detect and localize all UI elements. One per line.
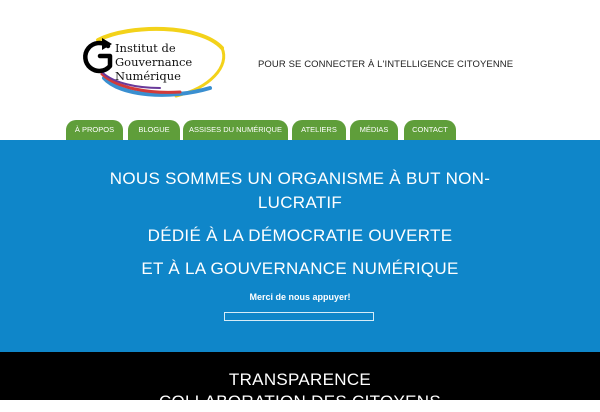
nav-item-medias[interactable]: MÉDIAS xyxy=(350,120,398,140)
logo-line-2: Gouvernance xyxy=(115,55,193,69)
support-text[interactable]: Merci de nous appuyer! xyxy=(249,292,351,302)
hero-line-4: ET À LA GOUVERNANCE NUMÉRIQUE xyxy=(141,259,459,278)
logo-line-3: Numérique xyxy=(115,69,181,83)
hero-section xyxy=(0,140,600,352)
nav-item-assises[interactable]: ASSISES DU NUMÉRIQUE xyxy=(183,120,288,140)
values-section xyxy=(0,352,600,411)
donation-progress-bar xyxy=(224,312,374,321)
logo-line-1: Institut de xyxy=(115,41,176,55)
values-line-1: TRANSPARENCE xyxy=(228,370,372,389)
values-line-2: COLLABORATION DES CITOYENS xyxy=(158,392,442,411)
hero-line-2: LUCRATIF xyxy=(257,193,343,212)
site-header xyxy=(0,0,600,120)
logo-wordmark xyxy=(115,41,192,83)
nav-item-a-propos[interactable]: À PROPOS xyxy=(66,120,123,140)
nav-item-blogue[interactable]: BLOGUE xyxy=(128,120,180,140)
hero-line-1: NOUS SOMMES UN ORGANISME À BUT NON- xyxy=(109,169,491,188)
site-logo[interactable] xyxy=(80,26,228,102)
nav-item-ateliers[interactable]: ATELIERS xyxy=(292,120,346,140)
hero-line-3: DÉDIÉ À LA DÉMOCRATIE OUVERTE xyxy=(147,226,453,245)
nav-item-contact[interactable]: CONTACT xyxy=(404,120,456,140)
site-tagline: POUR SE CONNECTER À L'INTELLIGENCE CITOYENNE xyxy=(258,59,514,70)
